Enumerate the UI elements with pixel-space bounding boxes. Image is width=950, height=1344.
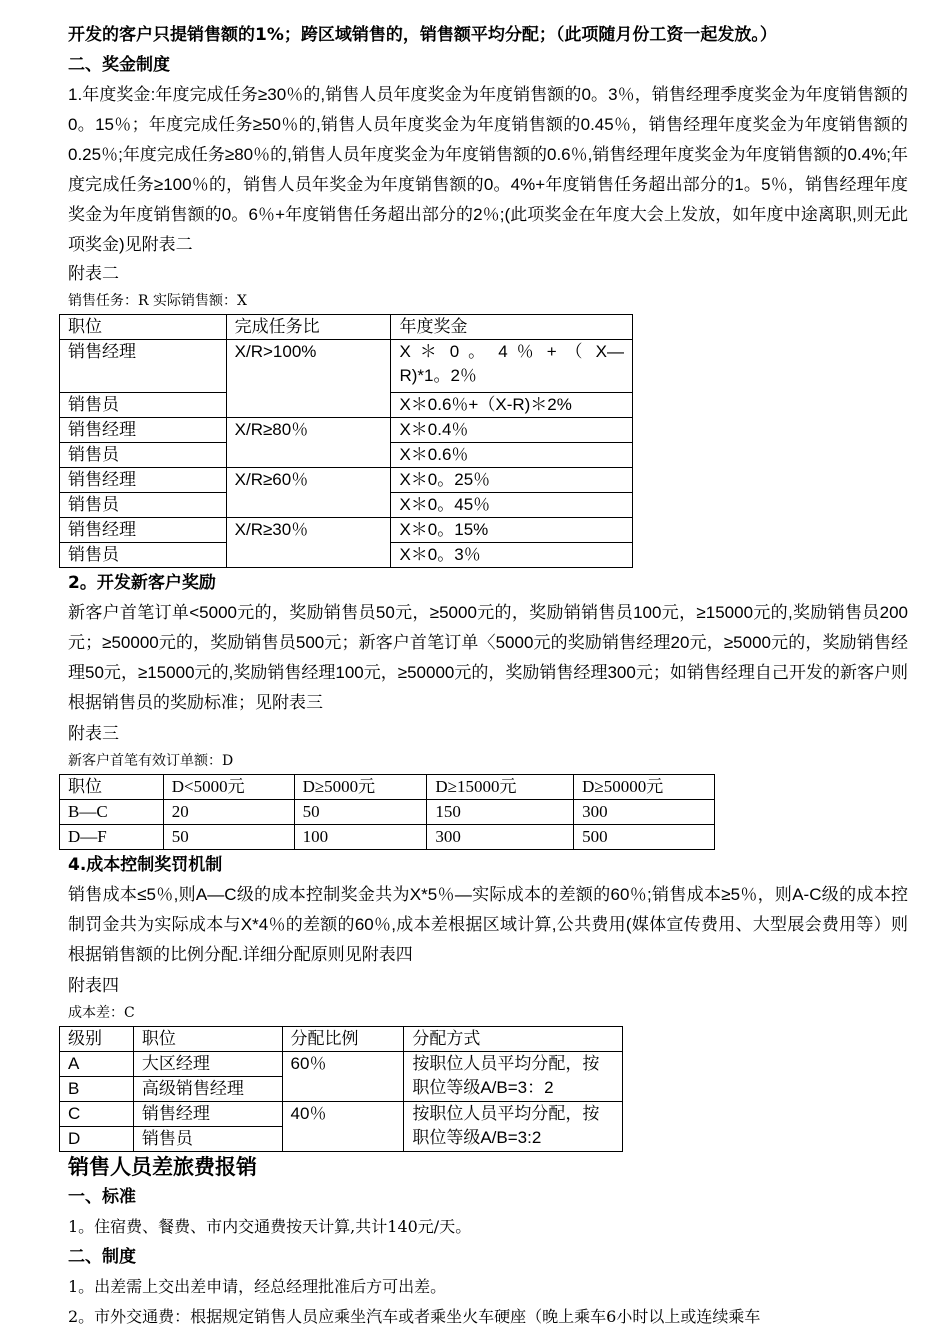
bonus-cell: X＊0。25％ [391,468,633,493]
bonus-cell: X＊0。45％ [391,493,633,518]
document-page [68,22,908,1332]
method-cell: 按职位人员平均分配，按职位等级A/B=3:2 [404,1102,623,1152]
table-cell: 500 [574,825,715,850]
bonus-cell: X＊0.6％+（X-R)＊2% [391,393,633,418]
position-cell: 销售员 [133,1127,282,1152]
intro-line: 开发的客户只提销售额的1%；跨区域销售的，销售额平均分配；（此项随月份工资一起发放。） [68,25,777,45]
level-cell: A [60,1052,134,1077]
section-heading-bonus: 二、奖金制度 [68,55,170,75]
table-header-row [60,1027,623,1052]
header-cell: 职位 [60,775,164,800]
table-cell: D—F [60,825,164,850]
table4-label: 附表四 [68,976,119,996]
ratio-cell: X/R≥30％ [226,518,391,568]
header-cell: 分配方式 [404,1027,623,1052]
table-cell: 50 [294,800,427,825]
position-cell: 销售员 [60,443,227,468]
annual-bonus-table [59,314,633,568]
header-cell: D≥5000元 [294,775,427,800]
new-client-table [59,774,715,850]
position-cell: 大区经理 [133,1052,282,1077]
header-cell: 分配比例 [282,1027,404,1052]
level-cell: B [60,1077,134,1102]
system-item-1: 1。出差需上交出差申请，经总经理批准后方可出差。 [68,1277,447,1296]
header-cell: 级别 [60,1027,134,1052]
table-row [60,418,633,443]
table2-label: 附表二 [68,264,119,284]
bonus-cell: X＊0。3％ [391,543,633,568]
standard-heading: 一、标准 [68,1187,136,1207]
ratio-cell: 40％ [282,1102,404,1152]
table-row [60,340,633,393]
level-cell: C [60,1102,134,1127]
cost-control-paragraph: 销售成本≤5％,则A—C级的成本控制奖金共为X*5％—实际成本的差额的60％;销售成本≥5％，则A-C级的成本控制罚金共为实际成本与X*4％的差额的60％,成本差根据区域计算,公共费用(媒体宣传费用、大型展会费用等）则根据销售额的比例分配.详细分配原则见附表四 [68,885,908,964]
position-cell: 销售员 [60,543,227,568]
table-row [60,468,633,493]
ratio-cell: X/R≥60％ [226,468,391,518]
table-row [60,1102,623,1127]
ratio-cell: 60％ [282,1052,404,1102]
table-header-row [60,315,633,340]
header-cell: D≥50000元 [574,775,715,800]
level-cell: D [60,1127,134,1152]
method-cell: 按职位人员平均分配，按职位等级A/B=3：2 [404,1052,623,1102]
header-cell: 完成任务比 [226,315,391,340]
new-client-paragraph: 新客户首笔订单<5000元的，奖励销售员50元，≥5000元的，奖励销销售员100元，≥15000元的,奖励销售员200元；≥50000元的，奖励销售员500元；新客户首笔订单〈5000元的奖励销售经理20元，≥5000元的，奖励销售经理50元，≥15000元的,奖励销售经理100元，≥50000元的，奖励销售经理300元；如销售经理自己开发的新客户则根据销售员的奖励标准；见附表三 [68,603,908,712]
bonus-cell: X＊0。15% [391,518,633,543]
system-item-2: 2。市外交通费：根据规定销售人员应乘坐汽车或者乘坐火车硬座（晚上乘车6小时以上或连续乘车 [68,1307,761,1326]
table-row [60,800,715,825]
position-cell: 销售员 [60,393,227,418]
annual-bonus-paragraph: 1.年度奖金:年度完成任务≥30％的,销售人员年度奖金为年度销售额的0。3％，销售经理季度奖金为年度销售额的0。15％；年度完成任务≥50％的,销售人员年度奖金为年度销售额的0.45％，销售经理年度奖金为年度销售额的0.25％;年度完成任务≥80％的,销售人员年度奖金为年度销售额的0.6％,销售经理年度奖金为年度销售额的0.4%;年度完成任务≥100％的，销售人员年奖金为年度销售额的0。4%+年度销售任务超出部分的1。5％，销售经理年度奖金为年度销售额的0。6％+年度销售任务超出部分的2％;(此项奖金在年度大会上发放，如年度中途离职,则无此项奖金)见附表二 [68,85,908,254]
position-cell: 销售经理 [133,1102,282,1127]
bonus-cell: X ＊ 0 。 4 ％ + （ X—R)*1。2％ [391,340,633,393]
new-client-heading: 2。开发新客户奖励 [68,573,216,593]
ratio-cell: X/R>100% [226,340,391,418]
table3-label: 附表三 [68,724,119,744]
position-cell: 高级销售经理 [133,1077,282,1102]
table3-note: 新客户首笔有效订单额：D [68,753,234,769]
position-cell: 销售员 [60,493,227,518]
bonus-cell: X＊0.6％ [391,443,633,468]
table-cell: 300 [574,800,715,825]
header-cell: D≥15000元 [427,775,574,800]
bonus-cell: X＊0.4％ [391,418,633,443]
table-header-row [60,775,715,800]
position-cell: 销售经理 [60,468,227,493]
cost-control-heading: 4.成本控制奖罚机制 [68,855,223,875]
table-row [60,1052,623,1077]
table-cell: B—C [60,800,164,825]
header-cell: 职位 [60,315,227,340]
table-row [60,518,633,543]
table-row [60,825,715,850]
table2-note: 销售任务：R 实际销售额：X [68,293,247,309]
table-cell: 50 [163,825,294,850]
ratio-cell: X/R≥80％ [226,418,391,468]
position-cell: 销售经理 [60,418,227,443]
header-cell: 年度奖金 [391,315,633,340]
header-cell: 职位 [133,1027,282,1052]
travel-expense-title: 销售人员差旅费报销 [68,1155,257,1179]
system-heading: 二、制度 [68,1247,136,1267]
table-cell: 300 [427,825,574,850]
standard-item: 1。住宿费、餐费、市内交通费按天计算,共计140元/天。 [68,1217,472,1236]
cost-distribution-table [59,1026,623,1152]
position-cell: 销售经理 [60,518,227,543]
header-cell: D<5000元 [163,775,294,800]
table-cell: 150 [427,800,574,825]
table-cell: 100 [294,825,427,850]
position-cell: 销售经理 [60,340,227,393]
table-cell: 20 [163,800,294,825]
table4-note: 成本差：C [68,1005,135,1021]
